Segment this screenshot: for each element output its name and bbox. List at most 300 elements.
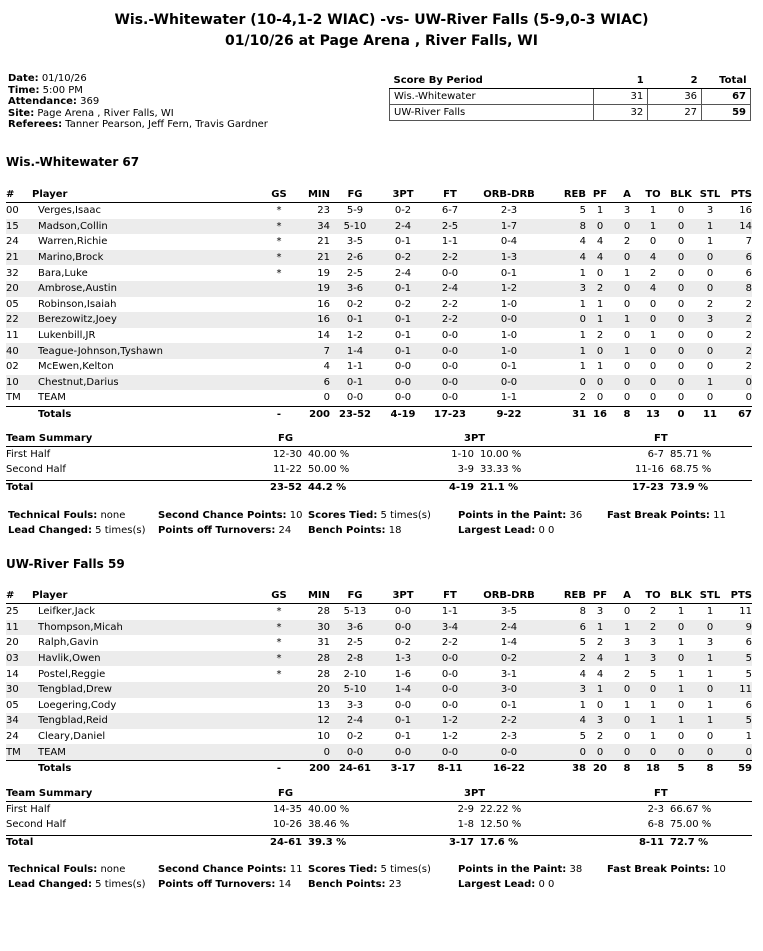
game-title: Wis.-Whitewater (10-4,1-2 WIAC) -vs- UW-River Falls (5-9,0-3 WIAC): [114, 12, 649, 28]
misc-value: 0 0: [538, 879, 555, 890]
cell-number: 25: [6, 606, 19, 618]
cell-min: 31: [317, 637, 330, 649]
cell-ft: 1-2: [426, 713, 474, 729]
cell-three: 0-1: [380, 713, 426, 729]
col-header-three: 3PT: [380, 186, 426, 203]
cell-orb-drb: 1-0: [500, 298, 518, 310]
misc-value: 18: [388, 525, 402, 536]
cell-fg: 3-5: [346, 236, 364, 248]
cell-a: 0: [623, 361, 631, 373]
cell-player: Madson,Collin: [32, 219, 264, 235]
cell-pts: 2: [724, 343, 752, 359]
cell-orb-drb: 1-4: [500, 637, 518, 649]
cell-orb-drb: 0-0: [474, 312, 544, 328]
cell-reb: 4: [544, 713, 586, 729]
total-to: 13: [640, 406, 666, 423]
cell-fg: 2-6: [330, 250, 380, 266]
summary-row-label: Second Half: [6, 464, 66, 475]
col-header-ft: FT: [426, 587, 474, 604]
cell-stl: 0: [696, 343, 724, 359]
cell-player: Marino,Brock: [32, 250, 264, 266]
player-row: [6, 328, 752, 344]
cell-gs: *: [276, 236, 282, 248]
cell-blk: 0: [666, 620, 696, 636]
player-row: [6, 698, 752, 714]
cell-reb: 0: [544, 744, 586, 760]
cell-gs: [264, 375, 294, 391]
cell-orb-drb: 1-7: [474, 219, 544, 235]
cell-fg: 2-5: [346, 637, 364, 649]
cell-orb-drb: 0-0: [474, 744, 544, 760]
total-pf: 20: [586, 760, 614, 777]
cell-pf: 1: [586, 312, 614, 328]
cell-stl: 0: [696, 250, 724, 266]
col-header-ft: FT: [426, 186, 474, 203]
cell-fg: 2-10: [343, 668, 367, 680]
cell-fg: 1-4: [330, 343, 380, 359]
total-ft: 17-23: [426, 406, 474, 423]
total-stl: 8: [696, 760, 724, 777]
cell-orb-drb: 1-0: [500, 330, 518, 342]
cell-gs: [264, 698, 294, 714]
cell-to: 1: [640, 219, 666, 235]
cell-pts: 2: [745, 298, 752, 310]
misc-label: Second Chance Points:: [158, 864, 287, 875]
cell-blk: 0: [677, 205, 685, 217]
col-header-three: 3PT: [380, 587, 426, 604]
cell-pf: 2: [596, 330, 604, 342]
cell-a: 1: [614, 620, 640, 636]
cell-pts: 6: [745, 637, 752, 649]
summary-row-second: [6, 819, 752, 834]
cell-player: Robinson,Isaiah: [38, 298, 117, 310]
total-reb: 38: [544, 760, 586, 777]
col-header-stl: STL: [696, 587, 724, 604]
cell-pts: 0: [745, 392, 752, 404]
period-2-header: 2: [648, 73, 702, 89]
three-pct: 22.22 %: [480, 804, 522, 815]
cell-reb: 1: [579, 298, 586, 310]
cell-fg: 5-9: [346, 205, 364, 217]
misc-label: Second Chance Points:: [158, 510, 287, 521]
cell-blk: 0: [677, 392, 685, 404]
sbp-team-1-total: 67: [702, 89, 751, 105]
cell-a: 0: [614, 744, 640, 760]
cell-to: 0: [640, 744, 666, 760]
cell-pf: 2: [596, 731, 604, 743]
cell-to: 2: [640, 620, 666, 636]
misc-value: 5 times(s): [380, 864, 431, 875]
cell-pf: 3: [596, 606, 604, 618]
cell-reb: 8: [579, 606, 586, 618]
total-a: 8: [614, 406, 640, 423]
col-header-min: MIN: [294, 587, 330, 604]
cell-player: Warren,Richie: [38, 236, 108, 248]
cell-min: 34: [294, 219, 330, 235]
cell-pf: 1: [596, 361, 604, 373]
cell-fg: 3-6: [330, 620, 380, 636]
cell-blk: 0: [677, 361, 685, 373]
sbp-team-2-p1: 32: [594, 105, 648, 121]
cell-fg: 3-6: [330, 281, 380, 297]
cell-to: 3: [649, 637, 657, 649]
cell-blk: 1: [677, 637, 685, 649]
summary-row-label: Total: [6, 837, 34, 848]
ft-header: FT: [654, 788, 668, 799]
total-number: [6, 406, 32, 423]
cell-player: Teague-Johnson,Tyshawn: [32, 343, 264, 359]
cell-pts: 0: [724, 744, 752, 760]
cell-gs: *: [276, 637, 282, 649]
summary-row-first: [6, 449, 752, 464]
col-header-pf: PF: [586, 186, 614, 203]
misc-label: Largest Lead:: [458, 879, 536, 890]
header-row: [6, 587, 752, 604]
misc-largest-lead: [458, 525, 554, 536]
cell-three: 2-4: [380, 219, 426, 235]
summary-row-first: [6, 804, 752, 819]
cell-blk: 0: [677, 330, 685, 342]
three-made-att: 1-8: [457, 819, 474, 830]
cell-pts: 5: [724, 713, 752, 729]
cell-player: Bara,Luke: [38, 267, 88, 279]
cell-to: 0: [640, 343, 666, 359]
summary-row-label: Second Half: [6, 819, 66, 830]
game-subtitle: 01/10/26 at Page Arena , River Falls, WI: [225, 33, 538, 49]
cell-pf: 0: [586, 375, 614, 391]
cell-min: 0: [294, 744, 330, 760]
cell-ft: 2-2: [441, 298, 459, 310]
col-header-fg: FG: [330, 186, 380, 203]
misc-largest-lead: [458, 879, 554, 890]
header-row: [6, 186, 752, 203]
game-info: [8, 73, 268, 131]
misc-scores-tied: [308, 864, 431, 875]
cell-player: TEAM: [38, 392, 66, 404]
misc-paint: [458, 864, 582, 875]
cell-blk: 0: [666, 281, 696, 297]
cell-player: Leifker,Jack: [38, 606, 96, 618]
misc-label: Points in the Paint:: [458, 864, 567, 875]
time-value: 5:00 PM: [42, 84, 83, 96]
misc-value: 38: [569, 864, 583, 875]
misc-value: 5 times(s): [95, 879, 146, 890]
cell-a: 1: [614, 312, 640, 328]
attendance-value: 369: [80, 96, 100, 107]
cell-fg: 1-1: [346, 361, 364, 373]
cell-ft: 0-0: [441, 699, 459, 711]
cell-min: 28: [317, 668, 330, 680]
cell-ft: 1-1: [441, 236, 459, 248]
ft-made-att: 17-23: [632, 482, 664, 493]
cell-gs: [264, 343, 294, 359]
total-a: 8: [614, 760, 640, 777]
three-pct: 21.1 %: [480, 482, 519, 493]
ft-pct: 66.67 %: [670, 804, 712, 815]
cell-orb-drb: 2-4: [474, 620, 544, 636]
cell-pf: 4: [596, 236, 604, 248]
cell-three: 0-0: [380, 620, 426, 636]
col-header-pts: PTS: [724, 186, 752, 203]
cell-three: 1-3: [380, 651, 426, 667]
cell-orb-drb: 0-1: [500, 267, 518, 279]
cell-number: 22: [6, 312, 32, 328]
cell-number: 20: [6, 637, 19, 649]
ft-made-att: 6-8: [647, 819, 664, 830]
total-player: Totals: [32, 406, 264, 423]
col-header-fg: FG: [330, 587, 380, 604]
cell-blk: 0: [677, 731, 685, 743]
cell-to: 0: [649, 361, 657, 373]
site-label: Site:: [8, 107, 35, 119]
attendance-label: Attendance:: [8, 96, 77, 107]
cell-number: 32: [6, 267, 19, 279]
cell-orb-drb: 3-1: [500, 668, 518, 680]
fg-made-att: 23-52: [270, 482, 302, 493]
three-header: 3PT: [464, 433, 486, 444]
cell-a: 0: [614, 375, 640, 391]
sbp-team-1-p1: 31: [594, 89, 648, 105]
cell-ft: 0-0: [426, 375, 474, 391]
fg-pct: 38.46 %: [308, 819, 350, 830]
team-summary-label: Team Summary: [6, 433, 93, 444]
fg-made-att: 14-35: [272, 804, 302, 815]
cell-a: 0: [623, 330, 631, 342]
cell-reb: 6: [544, 620, 586, 636]
cell-blk: 0: [677, 298, 685, 310]
cell-orb-drb: 0-0: [474, 375, 544, 391]
total-stl: 11: [696, 406, 724, 423]
cell-pf: 3: [586, 713, 614, 729]
cell-stl: 1: [696, 375, 724, 391]
cell-number: 24: [6, 236, 19, 248]
col-header-gs: GS: [264, 587, 294, 604]
cell-min: 4: [323, 361, 330, 373]
cell-three: 0-0: [394, 361, 412, 373]
summary-row-second: [6, 464, 752, 479]
cell-pf: 0: [586, 219, 614, 235]
cell-number: 11: [6, 620, 32, 636]
cell-to: 0: [649, 236, 657, 248]
misc-label: Points off Turnovers:: [158, 525, 276, 536]
total-three: 3-17: [380, 760, 426, 777]
cell-pf: 2: [596, 637, 604, 649]
total-pts: 67: [724, 406, 752, 423]
cell-a: 3: [623, 637, 631, 649]
cell-blk: 0: [677, 236, 685, 248]
cell-reb: 3: [544, 682, 586, 698]
misc-lead-changed: [8, 525, 146, 536]
cell-a: 0: [623, 298, 631, 310]
col-header-number: #: [6, 186, 32, 203]
cell-stl: 0: [696, 281, 724, 297]
cell-min: 21: [317, 236, 330, 248]
cell-player: Ambrose,Austin: [32, 281, 264, 297]
col-header-to: TO: [640, 186, 666, 203]
ft-made-att: 11-16: [634, 464, 664, 475]
cell-number: 20: [6, 281, 32, 297]
cell-min: 7: [294, 343, 330, 359]
fg-pct: 40.00 %: [308, 449, 350, 460]
cell-three: 0-2: [394, 205, 412, 217]
misc-label: Scores Tied:: [308, 864, 378, 875]
cell-to: 5: [649, 668, 657, 680]
totals-row: [6, 760, 752, 777]
cell-to: 1: [649, 330, 657, 342]
col-header-orb-drb: ORB-DRB: [474, 587, 544, 604]
cell-to: 0: [649, 298, 657, 310]
ft-made-att: 6-7: [647, 449, 664, 460]
cell-min: 16: [294, 312, 330, 328]
col-header-gs: GS: [264, 186, 294, 203]
cell-fg: 5-10: [330, 682, 380, 698]
cell-reb: 1: [579, 330, 586, 342]
team-summary-label: Team Summary: [6, 788, 93, 799]
cell-reb: 1: [544, 343, 586, 359]
cell-gs: [264, 359, 294, 375]
cell-three: 1-4: [380, 682, 426, 698]
cell-ft: 0-0: [426, 682, 474, 698]
misc-second-chance: [158, 510, 302, 521]
cell-three: 0-2: [394, 637, 412, 649]
three-made-att: 2-9: [457, 804, 474, 815]
cell-three: 0-0: [394, 699, 412, 711]
col-header-blk: BLK: [666, 186, 696, 203]
total-min: 200: [294, 406, 330, 423]
cell-pts: 5: [724, 651, 752, 667]
player-row: [6, 312, 752, 328]
cell-stl: 0: [706, 731, 714, 743]
cell-stl: 0: [706, 267, 714, 279]
misc-label: Scores Tied:: [308, 510, 378, 521]
misc-label: Points in the Paint:: [458, 510, 567, 521]
cell-pf: 1: [586, 620, 614, 636]
fg-header: FG: [278, 433, 294, 444]
total-to: 18: [640, 760, 666, 777]
cell-blk: 1: [677, 606, 685, 618]
cell-player: McEwen,Kelton: [38, 361, 114, 373]
cell-reb: 0: [544, 312, 586, 328]
cell-stl: 1: [696, 713, 724, 729]
misc-label: Largest Lead:: [458, 525, 536, 536]
cell-number: 14: [6, 668, 19, 680]
player-row: [6, 343, 752, 359]
cell-pf: 0: [596, 267, 604, 279]
cell-stl: 0: [696, 682, 724, 698]
cell-orb-drb: 1-0: [474, 343, 544, 359]
player-row: [6, 250, 752, 266]
cell-pf: 0: [596, 699, 604, 711]
cell-pts: 11: [724, 682, 752, 698]
cell-to: 0: [649, 392, 657, 404]
site-value: Page Arena , River Falls, WI: [37, 107, 174, 119]
cell-pf: 1: [596, 205, 604, 217]
cell-number: 24: [6, 731, 19, 743]
cell-three: 0-0: [394, 606, 412, 618]
cell-reb: 5: [579, 731, 586, 743]
cell-gs: *: [276, 267, 282, 279]
misc-value: none: [100, 864, 126, 875]
cell-a: 0: [623, 731, 631, 743]
misc-label: Fast Break Points:: [607, 510, 710, 521]
misc-value: 23: [388, 879, 402, 890]
misc-value: 10: [713, 864, 726, 875]
player-row: [6, 620, 752, 636]
cell-ft: 0-0: [441, 267, 459, 279]
total-orb-drb: 16-22: [474, 760, 544, 777]
misc-technical-fouls: [8, 864, 125, 875]
cell-min: 28: [294, 651, 330, 667]
player-row: [6, 682, 752, 698]
cell-three: 2-4: [394, 267, 412, 279]
cell-to: 0: [640, 375, 666, 391]
team-2-box-score: [6, 587, 752, 777]
cell-a: 0: [614, 281, 640, 297]
team-1-title: Wis.-Whitewater 67: [6, 155, 140, 169]
player-row: [6, 635, 752, 651]
cell-to: 2: [649, 267, 657, 279]
totals-row: [6, 406, 752, 423]
cell-ft: 1-2: [441, 731, 459, 743]
cell-pf: 2: [586, 281, 614, 297]
cell-three: 0-1: [380, 312, 426, 328]
cell-min: 12: [294, 713, 330, 729]
player-row: [6, 375, 752, 391]
three-made-att: 4-19: [448, 482, 474, 493]
cell-stl: 1: [706, 668, 714, 680]
fg-made-att: 24-61: [270, 837, 302, 848]
cell-three: 0-2: [380, 250, 426, 266]
misc-bench: [308, 879, 401, 890]
cell-blk: 0: [666, 375, 696, 391]
col-header-player: Player: [32, 186, 264, 203]
misc-value: 11: [289, 864, 303, 875]
summary-header: [6, 788, 752, 802]
total-three: 4-19: [380, 406, 426, 423]
cell-a: 1: [614, 343, 640, 359]
cell-number: 05: [6, 699, 19, 711]
cell-to: 4: [640, 281, 666, 297]
cell-min: 10: [317, 731, 330, 743]
cell-player: Berezowitz,Joey: [32, 312, 264, 328]
sbp-team-2-total: 59: [702, 105, 751, 121]
cell-reb: 4: [579, 236, 586, 248]
cell-orb-drb: 3-0: [474, 682, 544, 698]
cell-blk: 1: [666, 713, 696, 729]
cell-three: 0-1: [380, 281, 426, 297]
player-row: [6, 281, 752, 297]
cell-min: 23: [317, 205, 330, 217]
misc-turnovers: [158, 879, 291, 890]
misc-value: 14: [278, 879, 292, 890]
total-gs: -: [264, 760, 294, 777]
three-made-att: 3-17: [448, 837, 474, 848]
cell-pts: 8: [724, 281, 752, 297]
cell-three: 0-1: [394, 731, 412, 743]
ft-pct: 72.7 %: [670, 837, 709, 848]
cell-a: 0: [623, 392, 631, 404]
cell-ft: 0-0: [426, 651, 474, 667]
cell-player: Postel,Reggie: [38, 668, 106, 680]
cell-to: 1: [649, 731, 657, 743]
cell-fg: 5-10: [330, 219, 380, 235]
cell-orb-drb: 1-2: [474, 281, 544, 297]
cell-number: 00: [6, 205, 19, 217]
cell-reb: 0: [544, 375, 586, 391]
cell-reb: 8: [544, 219, 586, 235]
cell-gs: [264, 682, 294, 698]
cell-blk: 1: [666, 682, 696, 698]
